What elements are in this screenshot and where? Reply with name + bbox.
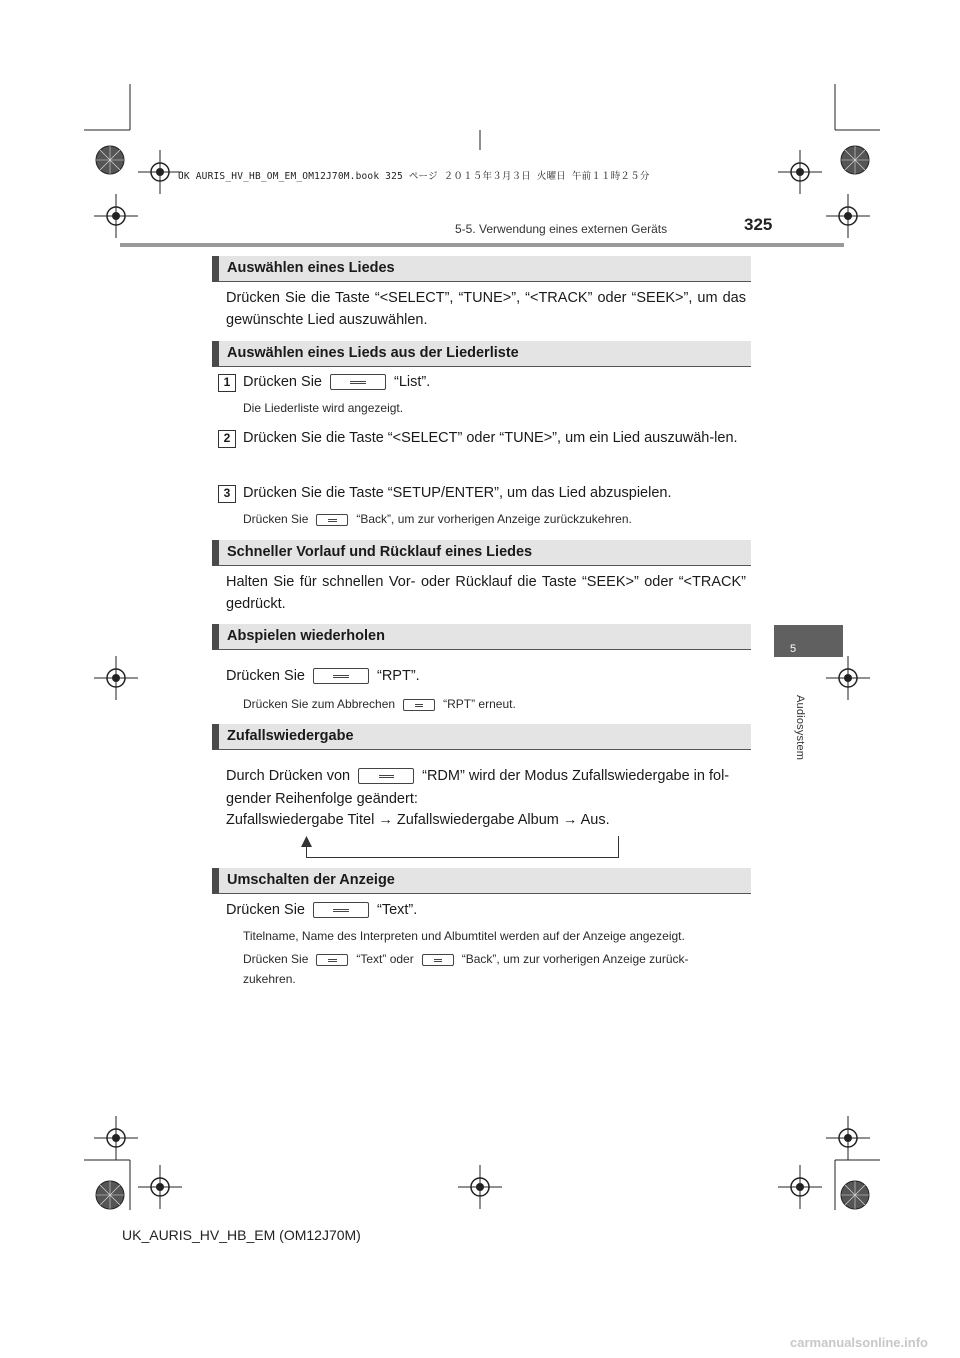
screen-button-icon[interactable] (358, 768, 414, 784)
random-sequence: Zufallswiedergabe Titel → Zufallswiedergabe Album → Aus. (226, 812, 610, 828)
crosshair-mark (826, 1116, 870, 1160)
step-number: 2 (218, 430, 236, 448)
random-text-line-1: Durch Drücken von “RDM” wird der Modus Zufallswiedergabe in fol- (226, 768, 730, 784)
screen-button-icon[interactable] (316, 514, 348, 526)
heading-fast-forward: Schneller Vorlauf und Rücklauf eines Liedes (212, 540, 751, 566)
crosshair-mark (778, 150, 822, 194)
step-3-note: Drücken Sie “Back”, um zur vorherigen Anzeige zurückzukehren. (243, 512, 632, 526)
screen-button-icon[interactable] (330, 374, 386, 390)
step-3-text: Drücken Sie die Taste “SETUP/ENTER”, um das Lied abzuspielen. (243, 485, 672, 501)
step-2-text: Drücken Sie die Taste “<SELECT” oder “TUNE>”, um ein Lied auszuwäh-len. (243, 430, 738, 446)
cycle-arrow-bottom (306, 857, 619, 858)
chapter-tab: 5 (774, 625, 843, 657)
crosshair-mark (94, 656, 138, 700)
screen-button-icon[interactable] (313, 902, 369, 918)
switch-display-text: Drücken Sie “Text”. (226, 902, 418, 918)
switch-display-note-1: Titelname, Name des Interpreten und Albumtitel werden auf der Anzeige angezeigt. (243, 929, 685, 943)
repeat-note: Drücken Sie zum Abbrechen “RPT” erneut. (243, 697, 516, 711)
switch-display-note-2-cont: zukehren. (243, 972, 296, 986)
crosshair-mark (826, 656, 870, 700)
cycle-arrow-head-icon (300, 836, 313, 848)
heading-song-list: Auswählen eines Lieds aus der Liederliste (212, 341, 751, 367)
watermark: carmanualsonline.info (790, 1335, 928, 1350)
screen-button-icon[interactable] (313, 668, 369, 684)
crosshair-mark (458, 1165, 502, 1209)
cycle-arrow-right (618, 836, 619, 858)
heading-select-song: Auswählen eines Liedes (212, 256, 751, 282)
switch-display-note-2: Drücken Sie “Text” oder “Back”, um zur vorherigen Anzeige zurück- (243, 952, 689, 966)
step-1-note: Die Liederliste wird angezeigt. (243, 401, 404, 415)
heading-repeat: Abspielen wiederholen (212, 624, 751, 650)
starburst-mark (96, 1181, 124, 1209)
repeat-text: Drücken Sie “RPT”. (226, 668, 420, 684)
crosshair-mark (826, 194, 870, 238)
crosshair-mark (138, 150, 182, 194)
document-code: UK_AURIS_HV_HB_EM (OM12J70M) (122, 1227, 361, 1243)
crosshair-mark (94, 194, 138, 238)
starburst-mark (841, 1181, 869, 1209)
screen-button-icon[interactable] (316, 954, 348, 966)
step-number: 3 (218, 485, 236, 503)
step-number: 1 (218, 374, 236, 392)
step-1-text: Drücken Sie “List”. (243, 374, 431, 390)
starburst-mark (841, 146, 869, 174)
section-title: 5-5. Verwendung eines externen Geräts (455, 222, 668, 236)
paragraph-fast-forward: Halten Sie für schnellen Vor- oder Rücklauf die Taste “SEEK>” oder “<TRACK” gedrückt. (226, 574, 746, 612)
heading-random: Zufallswiedergabe (212, 724, 751, 750)
random-text-line-2: gender Reihenfolge geändert: (226, 791, 418, 807)
starburst-mark (96, 146, 124, 174)
crosshair-mark (778, 1165, 822, 1209)
paragraph-select-song: Drücken Sie die Taste “<SELECT”, “TUNE>”, “<TRACK” oder “SEEK>”, um das gewünschte Lied auszuwählen. (226, 290, 746, 328)
print-book-line: UK AURIS_HV_HB_OM_EM_OM12J70M.book 325 ページ ２０１５年３月３日 火曜日 午前１１時２５分 (178, 171, 650, 182)
crosshair-mark (94, 1116, 138, 1160)
chapter-side-label: Audiosystem (794, 695, 806, 761)
crosshair-mark (138, 1165, 182, 1209)
screen-button-icon[interactable] (422, 954, 454, 966)
page-number: 325 (744, 215, 773, 234)
header-rule (120, 243, 844, 247)
heading-switch-display: Umschalten der Anzeige (212, 868, 751, 894)
screen-button-icon[interactable] (403, 699, 435, 711)
